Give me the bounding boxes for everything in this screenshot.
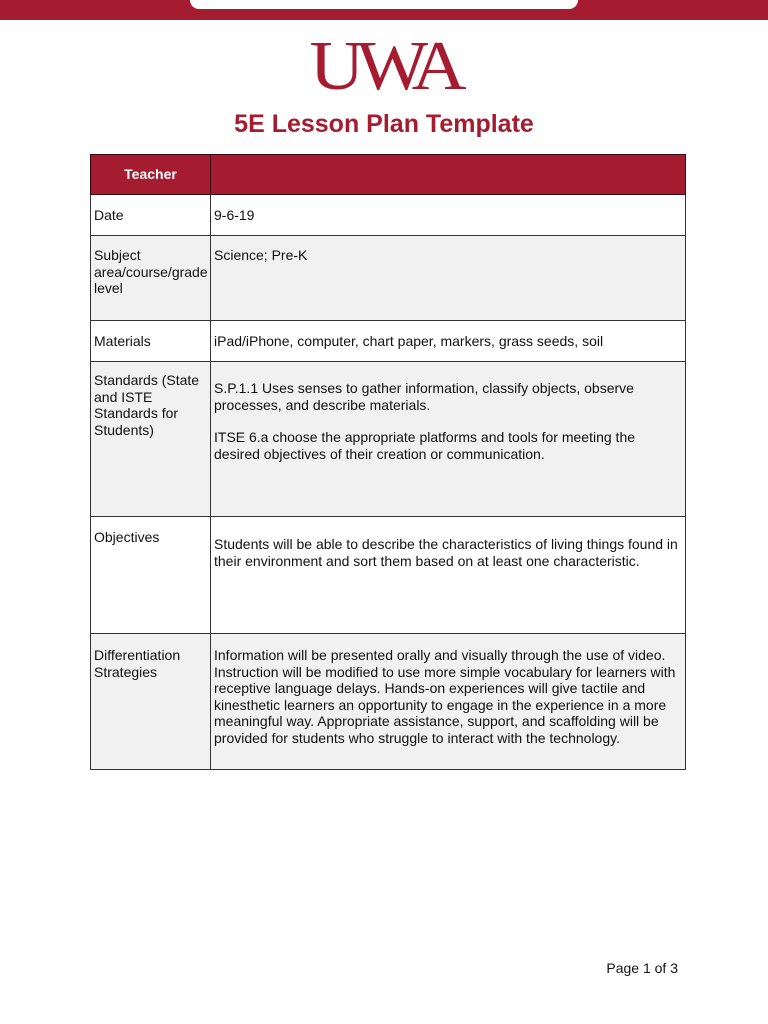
document-title: 5E Lesson Plan Template <box>234 110 534 138</box>
table-row <box>91 195 686 236</box>
table-row <box>91 517 686 634</box>
uwa-logo: UWA <box>309 27 459 105</box>
objectives-value <box>211 517 686 634</box>
standards-state-text: S.P.1.1 Uses senses to gather information, classify objects, observe processes, and describe materials. <box>214 380 634 413</box>
subject-label: Subject area/course/grade level <box>91 236 211 321</box>
differentiation-label: Differentiation Strategies <box>91 634 211 770</box>
subject-value: Science; Pre-K <box>211 236 686 321</box>
teacher-label: Teacher <box>91 155 211 195</box>
table-row <box>91 634 686 770</box>
teacher-value <box>211 155 686 195</box>
top-bar-tab <box>190 0 578 9</box>
date-label: Date <box>91 195 211 236</box>
table-row <box>91 362 686 517</box>
standards-value <box>211 362 686 517</box>
materials-value: iPad/iPhone, computer, chart paper, markers, grass seeds, soil <box>211 321 686 362</box>
lesson-plan-table <box>90 154 686 770</box>
standards-iste-text: ITSE 6.a choose the appropriate platforms and tools for meeting the desired objectives of their creation or communication. <box>214 429 636 462</box>
table-header-row <box>91 155 686 195</box>
objectives-text: Students will be able to describe the characteristics of living things found in their environment and sort them based on at least one characteristic. <box>214 536 678 569</box>
table-row <box>91 321 686 362</box>
objectives-label: Objectives <box>91 517 211 634</box>
standards-label: Standards (State and ISTE Standards for Students) <box>91 362 211 517</box>
date-value: 9-6-19 <box>211 195 686 236</box>
materials-label: Materials <box>91 321 211 362</box>
table-row <box>91 236 686 321</box>
page-number: Page 1 of 3 <box>606 960 678 976</box>
differentiation-value: Information will be presented orally and visually through the use of video. Instruction will be modified to use more simple vocabulary for learners with receptive language delays. Hands-on experiences will give tactile and kinesthetic learners an opportunity to engage in the experience in a more meaningful way. Appropriate assistance, support, and scaffolding will be provided for students who struggle to interact with the technology. <box>211 634 686 770</box>
